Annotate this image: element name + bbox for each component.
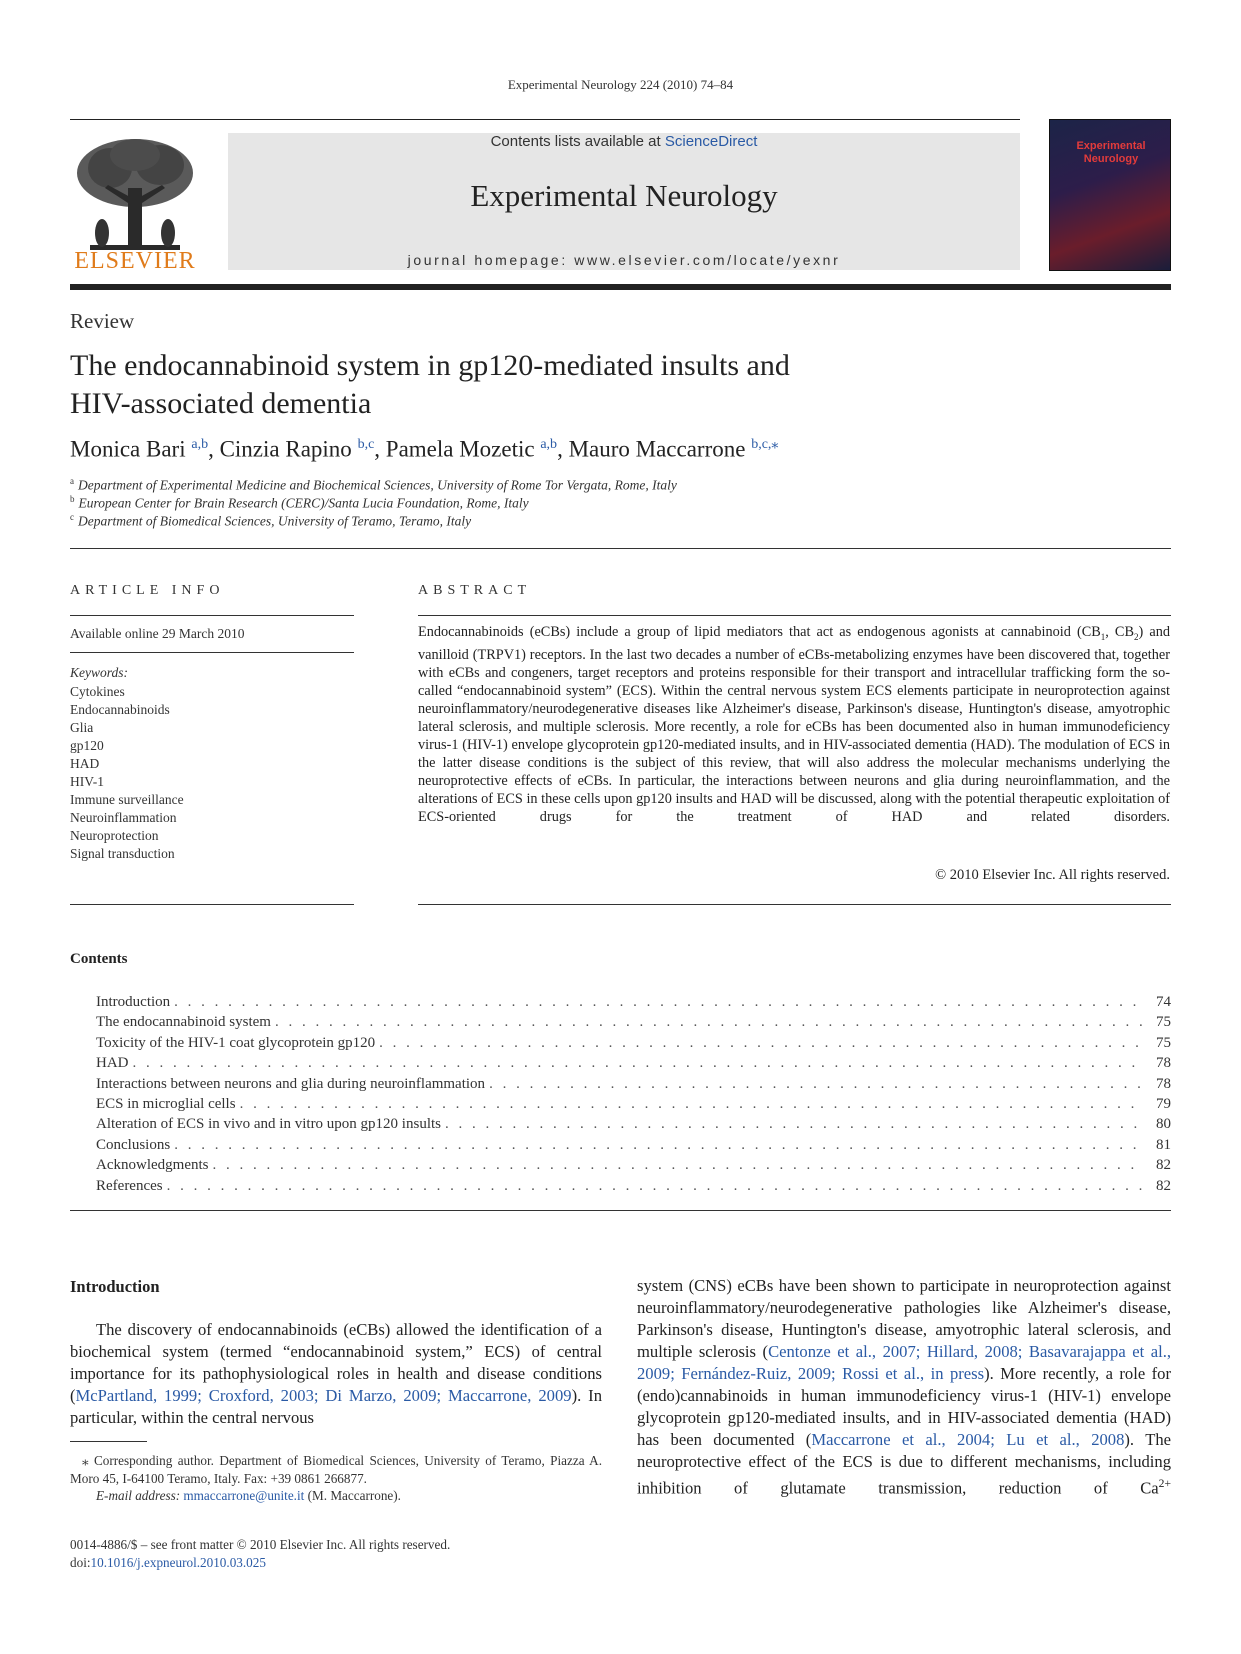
toc-page: 82 [1156,1177,1171,1194]
affiliation-b [70,494,529,512]
toc-page: 78 [1156,1055,1171,1072]
toc-leader [489,1076,1145,1093]
header-divider [70,548,1171,549]
author-name: Cinzia Rapino [219,436,352,462]
affiliation-text: European Center for Brain Research (CERC)/Santa Lucia Foundation, Rome, Italy [78,495,529,511]
author-affiliation-mark[interactable]: a,b [540,437,558,452]
footnote-address: ⁎ Corresponding author. Department of Biomedical Sciences, University of Teramo, Piazza A. Moro 45, I-64100 Teramo, Italy. Fax: +39 0861 266877. [70,1453,602,1486]
running-header: Experimental Neurology 224 (2010) 74–84 [507,77,734,92]
toc-leader [133,1055,1146,1072]
email-owner: (M. Maccarrone). [307,1488,401,1503]
abstract-subscript: 1 [1100,631,1106,642]
article-info-heading: ARTICLE INFO [70,583,225,598]
affiliation-mark: a [70,476,74,486]
toc-entry[interactable] [96,1035,1171,1055]
author-name: Pamela Mozetic [385,436,535,462]
footnote-rule [70,1441,147,1442]
citation-link[interactable]: Maccarrone et al., 2004; Lu et al., 2008 [811,1430,1125,1449]
toc-label: Conclusions [96,1136,171,1153]
masthead-rule [70,284,1171,290]
keyword: Neuroinflammation [70,810,177,825]
email-label: E-mail address: [96,1488,181,1503]
affiliation-mark: c [70,512,74,522]
keyword: Glia [70,720,94,735]
author-separator: , [557,436,569,462]
toc-page: 79 [1156,1095,1171,1112]
keywords-list [70,683,184,863]
toc-entry[interactable] [96,1137,1171,1157]
toc-leader [174,994,1145,1011]
elsevier-wordmark: ELSEVIER [74,248,196,274]
toc-page: 81 [1156,1136,1171,1153]
title-line-2: HIV-associated dementia [70,387,372,420]
body-text: ). In particular, within the central nervous [70,1386,602,1427]
toc-leader [167,1178,1145,1195]
toc-leader [174,1137,1145,1154]
journal-homepage[interactable]: journal homepage: www.elsevier.com/locate/yexnr [407,252,841,268]
affiliation-a [70,476,677,494]
doi-prefix: doi: [70,1554,91,1570]
footnote-email-line [70,1487,602,1505]
affiliation-text: Department of Biomedical Sciences, University of Teramo, Teramo, Italy [78,513,472,529]
affiliation-text: Department of Experimental Medicine and Biochemical Sciences, University of Rome Tor Vergata, Rome, Italy [78,477,677,493]
toc-leader [240,1096,1145,1113]
keyword: Cytokines [70,684,125,699]
keyword: Neuroprotection [70,828,159,843]
toc-label: ECS in microglial cells [96,1095,236,1112]
toc-page: 74 [1156,994,1171,1010]
toc-label: Toxicity of the HIV-1 coat glycoprotein gp120 [96,1034,376,1051]
toc-label: HAD [96,1055,129,1072]
article-info-rule [70,652,354,653]
keyword: HAD [70,756,100,771]
front-matter-info [70,1536,450,1571]
toc-label: The endocannabinoid system [96,1014,271,1031]
article-info-rule [70,615,354,616]
citation-link[interactable]: Centonze et al., 2007; Hillard, 2008; Basavarajappa et al., 2009; Fernández-Ruiz, 2009; Rossi et al., in press [637,1342,1171,1383]
toc-leader [445,1116,1145,1133]
issn-line: 0014-4886/$ – see front matter © 2010 Elsevier Inc. All rights reserved. [70,1537,451,1552]
toc-page: 75 [1156,1034,1171,1051]
contents-heading: Contents [70,951,128,967]
affiliation-c [70,512,471,530]
abstract-heading: ABSTRACT [418,583,532,598]
introduction-column-1 [70,1319,602,1429]
abstract-copyright: © 2010 Elsevier Inc. All rights reserved. [935,867,1170,883]
keyword: Endocannabinoids [70,702,170,717]
author-affiliation-mark[interactable]: b,c [357,437,375,452]
body-text: ). More recently, a role for (endo)cannabinoids in human immunodeficiency virus-1 (HIV-1) envelope glycoprotein gp120-mediated insults, and in HIV-associated dementia (HAD) has been documented ( [637,1364,1171,1449]
toc-page: 75 [1156,1014,1171,1031]
author-list [70,436,778,463]
toc-label: Alteration of ECS in vivo and in vitro upon gp120 insults [96,1116,441,1133]
table-of-contents [96,994,1171,1198]
toc-label: Introduction [96,994,171,1010]
body-text: The discovery of endocannabinoids (eCBs) allowed the identification of a biochemical system (termed “endocannabinoid system,” ECS) of central importance for its pathophysiological roles in health and disease conditions ( [70,1320,602,1405]
email-link[interactable]: mmaccarrone@unite.it [183,1488,305,1503]
journal-cover-thumbnail [1049,119,1171,271]
author-affiliation-mark[interactable]: a,b [191,437,209,452]
author-name: Mauro Maccarrone [568,436,746,462]
toc-leader [212,1157,1145,1174]
keyword: Immune surveillance [70,792,184,807]
keyword: HIV-1 [70,774,105,789]
title-line-1: The endocannabinoid system in gp120-mediated insults and [70,349,790,382]
abstract-segment: Endocannabinoids (eCBs) include a group of lipid mediators that act as endogenous agonists at cannabinoid (CB [418,624,1101,640]
toc-leader [275,1014,1145,1031]
contents-prefix: Contents lists available at [490,133,661,150]
article-type: Review [70,309,135,333]
top-rule [70,119,1020,120]
toc-label: Acknowledgments [96,1157,209,1174]
toc-entry[interactable] [96,1076,1171,1096]
toc-leader [379,1035,1145,1052]
doi-link[interactable]: 10.1016/j.expneurol.2010.03.025 [90,1554,266,1570]
toc-entry[interactable] [96,994,1171,1014]
citation-link[interactable]: McPartland, 1999; Croxford, 2003; Di Marzo, 2009; Maccarrone, 2009 [75,1386,572,1405]
keywords-label: Keywords: [70,665,128,680]
toc-page: 82 [1156,1157,1171,1174]
sciencedirect-link[interactable]: ScienceDirect [664,133,758,150]
abstract-rule [418,615,1171,616]
abstract-rule [418,904,1171,905]
affiliation-mark: b [70,494,75,504]
superscript: 2+ [1158,1477,1171,1490]
author-separator: , [208,436,220,462]
doi-line [70,1554,450,1572]
toc-entry[interactable] [96,1178,1171,1198]
author-separator: , [374,436,386,462]
body-text: ). The neuroprotective effect of the ECS is due to different mechanisms, including inhibition of glutamate transmission, reduction of Ca [637,1430,1171,1498]
contents-rule [70,1210,1171,1211]
abstract-text [418,623,1170,826]
toc-entry[interactable] [96,1157,1171,1177]
abstract-segment: ) and vanilloid (TRPV1) receptors. In the last two decades a number of eCBs-metabolizing enzymes have been discovered that, together with eCBs and congeners, target receptors and proteins responsible for their transport and intracellular trafficking form the so-called “endocannabinoid system” (ECS). Within the central nervous system ECS elements participate in neuroprotection against neuroinflammatory/neurodegenerative diseases like Alzheimer's disease, Parkinson's disease, Huntington's disease, amyotrophic lateral sclerosis, and multiple sclerosis. More recently, a role for eCBs has been documented also in human immunodeficiency virus-1 (HIV-1) envelope glycoprotein gp120-mediated insults, and in HIV-associated dementia (HAD). The modulation of ECS in the latter disease conditions is the subject of this review, that will also address the molecular mechanisms underlying the neuroprotective effects of eCBs. In particular, the interactions between neurons and glia during neuroinflammation, and the alterations of ECS in these cells upon gp120 insults and HAD will be discussed, along with the potential therapeutic exploitation of ECS-oriented drugs for the treatment of HAD and related disorders. [418,624,1170,825]
keyword: Signal transduction [70,846,175,861]
article-title [70,347,970,423]
body-text: system (CNS) eCBs have been shown to participate in neuroprotection against neuroinflammatory/neurodegenerative pathologies like Alzheimer's disease, Parkinson's disease, Huntington's disease, amyotrophic lateral sclerosis, and multiple sclerosis ( [637,1276,1171,1361]
abstract-subscript: 2 [1134,631,1139,642]
author-name: Monica Bari [70,436,186,462]
toc-entry[interactable] [96,1055,1171,1075]
available-online: Available online 29 March 2010 [70,626,245,641]
author-affiliation-mark[interactable]: b,c,⁎ [751,437,779,452]
corresponding-author-footnote [70,1452,602,1505]
toc-entry[interactable] [96,1096,1171,1116]
toc-label: References [96,1177,163,1194]
toc-page: 78 [1156,1075,1171,1092]
toc-page: 80 [1156,1116,1171,1133]
toc-label: Interactions between neurons and glia during neuroinflammation [96,1075,486,1092]
toc-entry[interactable] [96,1014,1171,1034]
journal-title: Experimental Neurology [470,178,778,213]
toc-entry[interactable] [96,1116,1171,1136]
abstract-segment: , CB [1105,624,1135,640]
introduction-heading: Introduction [70,1277,160,1296]
introduction-column-2 [637,1275,1171,1500]
cover-title: Experimental Neurology [1076,140,1146,165]
keyword: gp120 [70,738,104,753]
article-info-rule [70,904,354,905]
contents-available-line [228,133,1020,150]
